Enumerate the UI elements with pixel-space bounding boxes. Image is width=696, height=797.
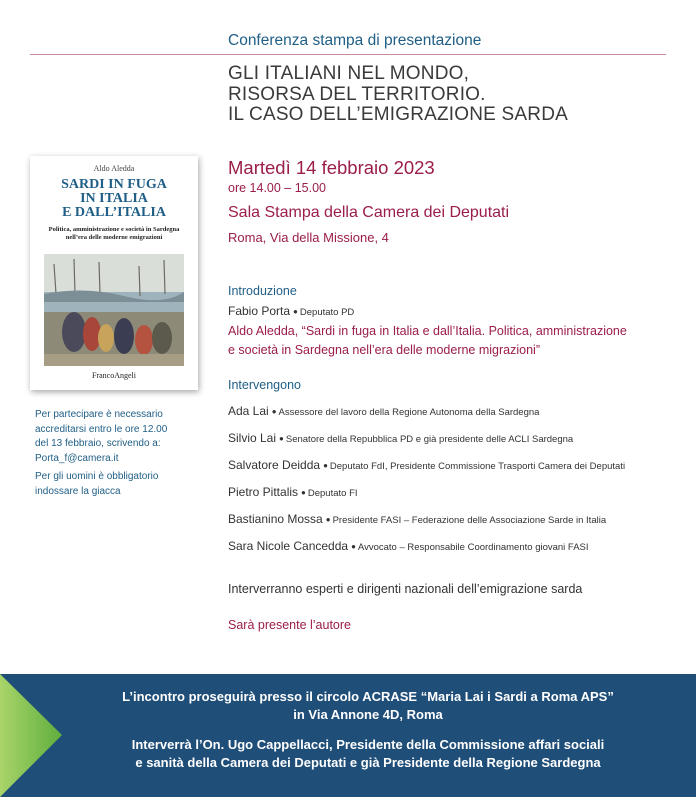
speaker-role: Deputato FdI, Presidente Commissione Trasporti Camera dei Deputati bbox=[329, 461, 626, 472]
speaker-name: Silvio Lai bbox=[228, 431, 277, 445]
speaker-name: Pietro Pittalis bbox=[228, 485, 299, 499]
main-title bbox=[228, 64, 568, 126]
speaker-role: Assessore del lavoro della Regione Autonoma della Sardegna bbox=[278, 407, 540, 418]
footer-banner bbox=[0, 674, 696, 797]
book-publisher: FrancoAngeli bbox=[92, 371, 136, 380]
participation-note-line: accreditarsi entro le ore 12.00 bbox=[35, 423, 168, 435]
bullet-dot: ● bbox=[323, 461, 328, 470]
book-title-line: E DALL’ITALIA bbox=[62, 205, 166, 220]
participation-note bbox=[35, 408, 167, 466]
participation-email: Porta_f@camera.it bbox=[35, 452, 119, 464]
footer-line: L’incontro proseguirà presso il circolo ACRASE “Maria Lai i Sardi a Roma APS” bbox=[122, 689, 614, 704]
speaker-item bbox=[228, 485, 358, 499]
event-address: Roma, Via della Missione, 4 bbox=[228, 230, 389, 245]
bullet-dot: ● bbox=[279, 434, 284, 443]
bullet-dot: ● bbox=[325, 515, 331, 524]
intro-heading: Introduzione bbox=[228, 284, 297, 298]
header-subtitle: Conferenza stampa di presentazione bbox=[228, 32, 482, 49]
event-date: Martedì 14 febbraio 2023 bbox=[228, 157, 435, 178]
book-title-line: SARDI IN FUGA bbox=[61, 177, 167, 192]
main-title-line: RISORSA DEL TERRITORIO. bbox=[228, 83, 486, 105]
bullet-dot: ● bbox=[271, 407, 277, 416]
speaker-item bbox=[228, 431, 573, 445]
footer-venue-text bbox=[40, 688, 696, 724]
speaker-role: Deputato FI bbox=[307, 488, 358, 499]
speaker-name: Sara Nicole Cancedda bbox=[228, 539, 349, 553]
participation-note-line: del 13 febbraio, scrivendo a: bbox=[35, 438, 161, 449]
event-venue: Sala Stampa della Camera dei Deputati bbox=[228, 204, 510, 221]
event-time: ore 14.00 – 15.00 bbox=[228, 181, 326, 195]
speaker-role: Avvocato – Responsabile Coordinamento giovani FASI bbox=[357, 542, 589, 553]
main-title-line: IL CASO DELL’EMIGRAZIONE SARDA bbox=[228, 104, 568, 125]
book-description-line: e società in Sardegna nell’era delle moderne migrazioni” bbox=[228, 343, 540, 357]
header-divider bbox=[30, 54, 666, 55]
participation-note-line: Per partecipare è necessario bbox=[35, 409, 163, 420]
footer-speaker-text bbox=[40, 736, 696, 772]
speaker-role: Deputato PD bbox=[299, 307, 355, 318]
intro-speaker bbox=[228, 304, 354, 318]
speaker-name: Salvatore Deidda bbox=[228, 458, 321, 472]
speaker-item bbox=[228, 512, 606, 526]
book-cover-painting bbox=[44, 254, 184, 366]
main-title-line: GLI ITALIANI NEL MONDO, bbox=[228, 63, 470, 84]
book-description bbox=[228, 322, 627, 360]
book-title-line: IN ITALIA bbox=[80, 191, 148, 206]
book-title bbox=[30, 178, 198, 220]
book-description-line: Aldo Aledda, “Sardi in fuga in Italia e dall’Italia. Politica, amministrazione bbox=[228, 324, 627, 338]
speaker-role: Senatore della Repubblica PD e già presidente delle ACLI Sardegna bbox=[285, 434, 574, 445]
bullet-dot: ● bbox=[293, 307, 298, 316]
experts-note: Interverranno esperti e dirigenti nazionali dell’emigrazione sarda bbox=[228, 582, 583, 596]
speaker-name: Ada Lai bbox=[228, 404, 269, 418]
speaker-name: Fabio Porta bbox=[228, 304, 291, 318]
speaker-item bbox=[228, 404, 539, 418]
dress-code-line: indossare la giacca bbox=[35, 485, 121, 497]
book-author: Aldo Aledda bbox=[93, 164, 135, 173]
speakers-heading: Intervengono bbox=[228, 378, 301, 392]
dress-code-note bbox=[35, 470, 158, 499]
speaker-role: Presidente FASI – Federazione delle Associazione Sarde in Italia bbox=[332, 515, 607, 526]
bullet-dot: ● bbox=[351, 542, 356, 551]
dress-code-line: Per gli uomini è obbligatorio bbox=[35, 471, 159, 482]
speaker-item bbox=[228, 539, 589, 553]
bullet-dot: ● bbox=[301, 488, 306, 497]
author-present-note: Sarà presente l’autore bbox=[228, 618, 351, 632]
footer-line: e sanità della Camera dei Deputati e già Presidente della Regione Sardegna bbox=[135, 755, 601, 770]
footer-line: Interverrà l’On. Ugo Cappellacci, Presidente della Commissione affari sociali bbox=[131, 737, 605, 752]
speaker-item bbox=[228, 458, 625, 472]
book-cover bbox=[30, 156, 198, 390]
speaker-name: Bastianino Mossa bbox=[228, 512, 323, 526]
book-subtitle: Politica, amministrazione e società in Sardegna nell’era delle moderne emigrazioni bbox=[48, 226, 180, 241]
footer-line: in Via Annone 4D, Roma bbox=[293, 707, 443, 722]
